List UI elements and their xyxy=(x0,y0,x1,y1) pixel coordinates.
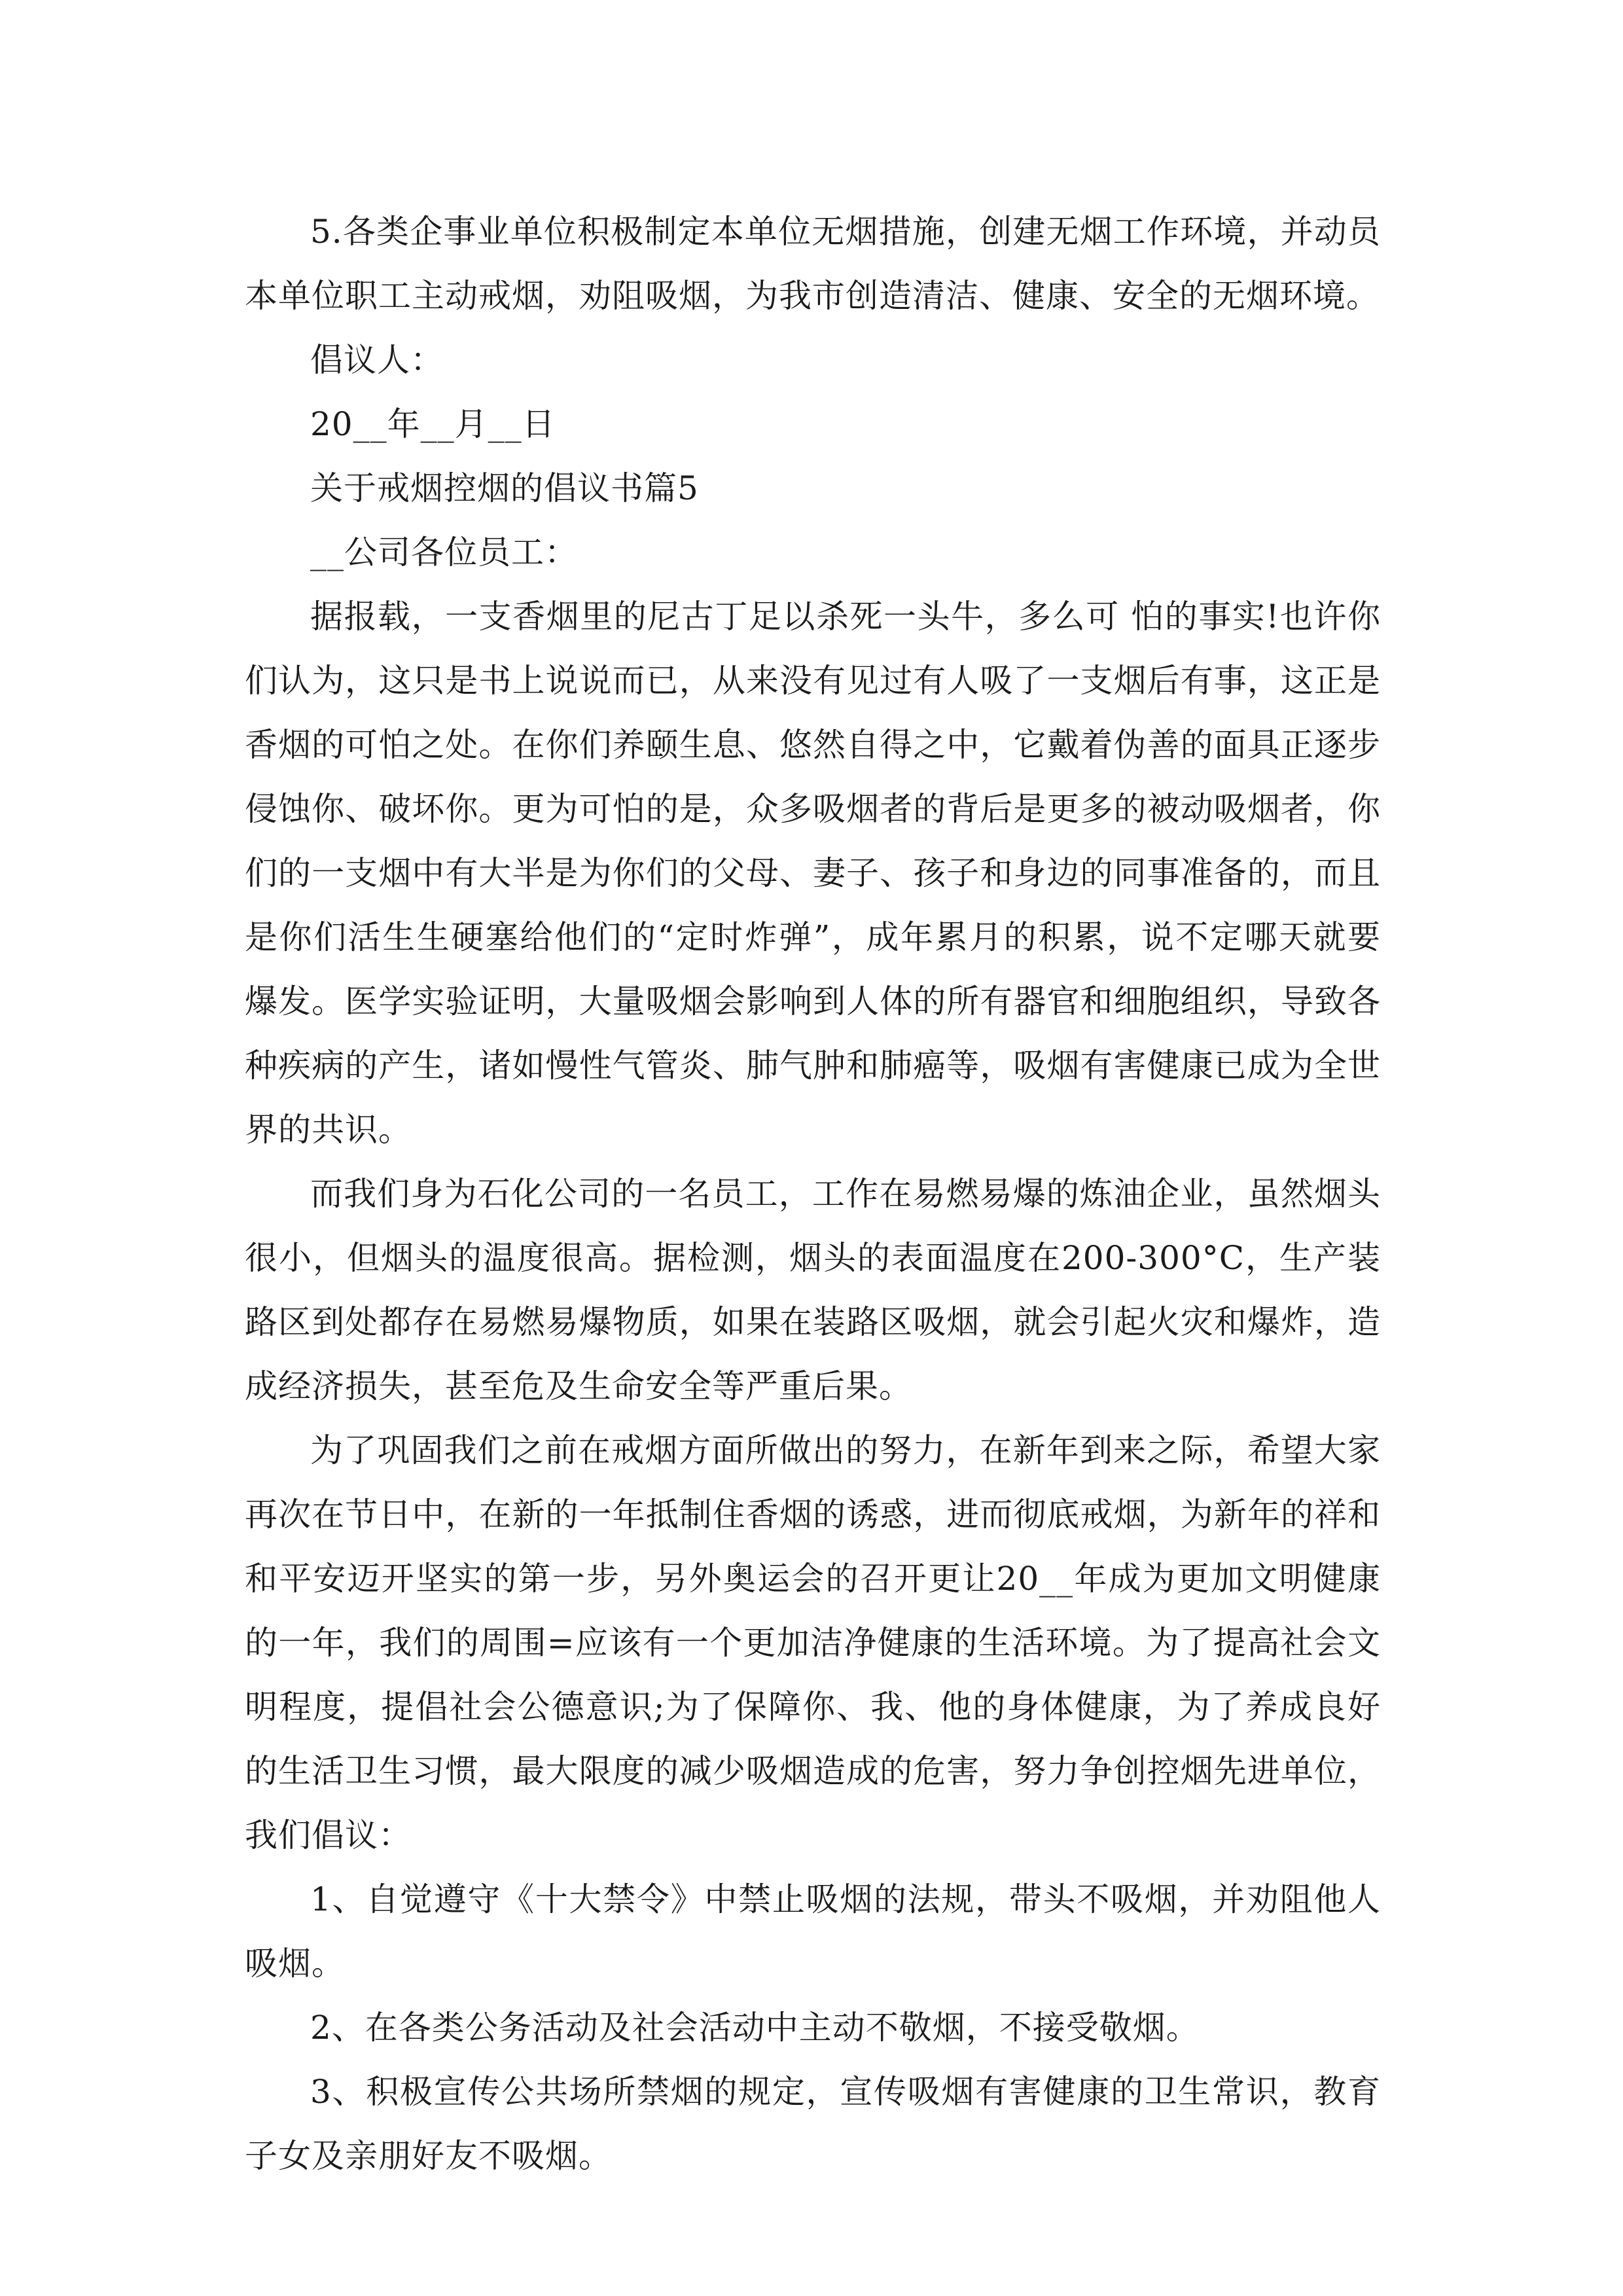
paragraph-item-5: 5.各类企事业单位积极制定本单位无烟措施，创建无烟工作环境，并动员本单位职工主动戒烟，劝阻吸烟，为我市创造清洁、健康、安全的无烟环境。 xyxy=(245,213,1381,315)
proposal-item-2: 2、在各类公务活动及社会活动中主动不敬烟，不接受敬烟。 xyxy=(310,2009,1200,2047)
salutation: __公司各位员工： xyxy=(310,533,578,571)
paragraph-appeal: 为了巩固我们之前在戒烟方面所做出的努力，在新年到来之际，希望大家再次在节日中，在新的一年抵制住香烟的诱惑，进而彻底戒烟，为新年的祥和和平安迈开坚实的第一步，另外奥运会的召开更让20__年成为更加文明健康的一年，我们的周围=应该有一个更加洁净健康的生活环境。为了提高社会文明程度，提倡社会公德意识;为了保障你、我、他的身体健康，为了养成良好的生活卫生习惯，最大限度的减少吸烟造成的危害，努力争创控烟先进单位，我们倡议： xyxy=(245,1431,1381,1854)
paragraph-safety: 而我们身为石化公司的一名员工，工作在易燃易爆的炼油企业，虽然烟头很小，但烟头的温度很高。据检测，烟头的表面温度在200-300°C，生产装路区到处都存在易燃易爆物质，如果在装路区吸烟，就会引起火灾和爆炸，造成经济损失，甚至危及生命安全等严重后果。 xyxy=(245,1175,1381,1405)
signatory-label: 倡议人： xyxy=(310,341,444,379)
proposal-item-3: 3、积极宣传公共场所禁烟的规定，宣传吸烟有害健康的卫生常识，教育子女及亲朋好友不吸烟。 xyxy=(245,2073,1381,2175)
paragraph-intro: 据报载，一支香烟里的尼古丁足以杀死一头牛，多么可 怕的事实!也许你们认为，这只是书上说说而已，从来没有见过有人吸了一支烟后有事，这正是香烟的可怕之处。在你们养颐生息、悠然自得之中，它戴着伪善的面具正逐步侵蚀你、破坏你。更为可怕的是，众多吸烟者的背后是更多的被动吸烟者，你们的一支烟中有大半是为你们的父母、妻子、孩子和身边的同事准备的，而且是你们活生生硬塞给他们的“定时炸弹”，成年累月的积累，说不定哪天就要爆发。医学实验证明，大量吸烟会影响到人体的所有器官和细胞组织，导致各种疾病的产生，诸如慢性气管炎、肺气肿和肺癌等，吸烟有害健康已成为全世界的共识。 xyxy=(245,598,1381,1149)
section-title: 关于戒烟控烟的倡议书篇5 xyxy=(310,469,699,507)
proposal-item-1: 1、自觉遵守《十大禁令》中禁止吸烟的法规，带头不吸烟，并劝阻他人吸烟。 xyxy=(245,1880,1381,1982)
date-line: 20__年__月__日 xyxy=(310,405,556,443)
document-body xyxy=(245,200,1381,2188)
